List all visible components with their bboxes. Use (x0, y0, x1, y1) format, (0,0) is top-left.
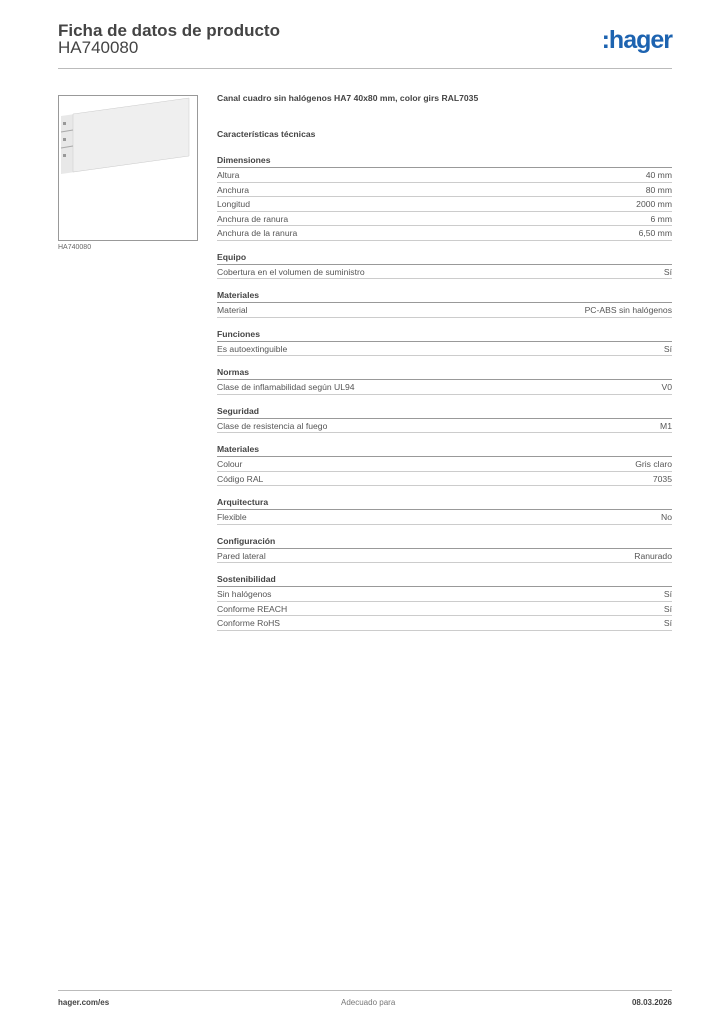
page-title: Ficha de datos de producto (58, 21, 280, 40)
section-title: Configuración (217, 534, 672, 549)
spec-value: No (661, 512, 672, 522)
spec-section (217, 153, 672, 241)
spec-label: Código RAL (217, 473, 264, 484)
spec-label: Es autoextinguible (217, 343, 288, 354)
spec-value: Sí (663, 266, 672, 277)
spec-value: 40 mm (645, 170, 672, 180)
spec-row (217, 380, 672, 395)
spec-row (217, 457, 672, 472)
image-caption: HA740080 (58, 244, 92, 251)
section-title: Materiales (217, 442, 672, 457)
spec-value: 6 mm (650, 213, 672, 224)
spec-row (217, 472, 672, 487)
spec-section (217, 442, 672, 486)
spec-value: 80 mm (645, 184, 672, 195)
spec-row (217, 342, 672, 357)
spec-section (217, 495, 672, 525)
section-title: Funciones (217, 327, 672, 342)
spec-label: Conforme RoHS (217, 618, 281, 628)
section-title: Materiales (217, 288, 672, 303)
spec-label: Anchura (217, 184, 250, 195)
section-title: Dimensiones (217, 153, 672, 168)
spec-row (217, 510, 672, 525)
spec-row (217, 183, 672, 198)
spec-label: Material (217, 305, 248, 315)
footer-middle: Adecuado para (341, 998, 396, 1007)
spec-row (217, 549, 672, 564)
spec-value: PC-ABS sin halógenos (584, 305, 672, 315)
spec-section (217, 288, 672, 318)
section-title: Arquitectura (217, 495, 672, 510)
spec-section (217, 327, 672, 357)
spec-value: 7035 (652, 473, 672, 484)
spec-value: Sí (663, 589, 672, 599)
section-title: Sostenibilidad (217, 572, 672, 587)
spec-label: Conforme REACH (217, 603, 288, 614)
section-title: Equipo (217, 250, 672, 265)
spec-section (217, 365, 672, 395)
spec-section (217, 250, 672, 280)
spec-value: Sí (663, 603, 672, 614)
spec-value: M1 (660, 420, 672, 431)
spec-label: Sin halógenos (217, 589, 272, 599)
product-image (58, 95, 198, 241)
spec-value: 2000 mm (636, 199, 672, 209)
spec-label: Altura (217, 170, 240, 180)
spec-label: Anchura de ranura (217, 213, 289, 224)
spec-row (217, 303, 672, 318)
spec-value: Gris claro (635, 459, 672, 469)
spec-label: Longitud (217, 199, 250, 209)
spec-label: Cobertura en el volumen de suministro (217, 266, 365, 277)
header-divider (58, 68, 672, 69)
product-code: HA740080 (58, 38, 139, 57)
spec-label: Flexible (217, 512, 247, 522)
spec-label: Clase de inflamabilidad según UL94 (217, 382, 355, 392)
spec-label: Clase de resistencia al fuego (217, 420, 328, 431)
spec-row (217, 616, 672, 631)
spec-row (217, 168, 672, 183)
product-description: Canal cuadro sin halógenos HA7 40x80 mm, color girs RAL7035 (217, 93, 479, 103)
spec-section (217, 534, 672, 564)
footer-website[interactable]: hager.com/es (58, 998, 110, 1007)
spec-value: Sí (663, 618, 672, 628)
spec-row (217, 265, 672, 280)
section-title: Seguridad (217, 404, 672, 419)
product-specs (217, 93, 672, 631)
spec-row (217, 602, 672, 617)
spec-row (217, 587, 672, 602)
spec-value: 6,50 mm (638, 228, 672, 238)
spec-section (217, 404, 672, 434)
spec-value: V0 (661, 382, 672, 392)
hager-logo: :hager (601, 26, 672, 54)
section-title: Normas (217, 365, 672, 380)
spec-label: Anchura de la ranura (217, 228, 298, 238)
characteristics-title: Características técnicas (217, 129, 316, 139)
spec-row (217, 419, 672, 434)
spec-value: Ranurado (634, 550, 672, 561)
spec-value: Sí (663, 343, 672, 354)
spec-label: Pared lateral (217, 550, 266, 561)
spec-section (217, 572, 672, 631)
footer-date: 08.03.2026 (631, 998, 672, 1007)
spec-label: Colour (217, 459, 243, 469)
spec-row (217, 197, 672, 212)
spec-row (217, 226, 672, 241)
spec-row (217, 212, 672, 227)
footer-divider (58, 990, 672, 991)
